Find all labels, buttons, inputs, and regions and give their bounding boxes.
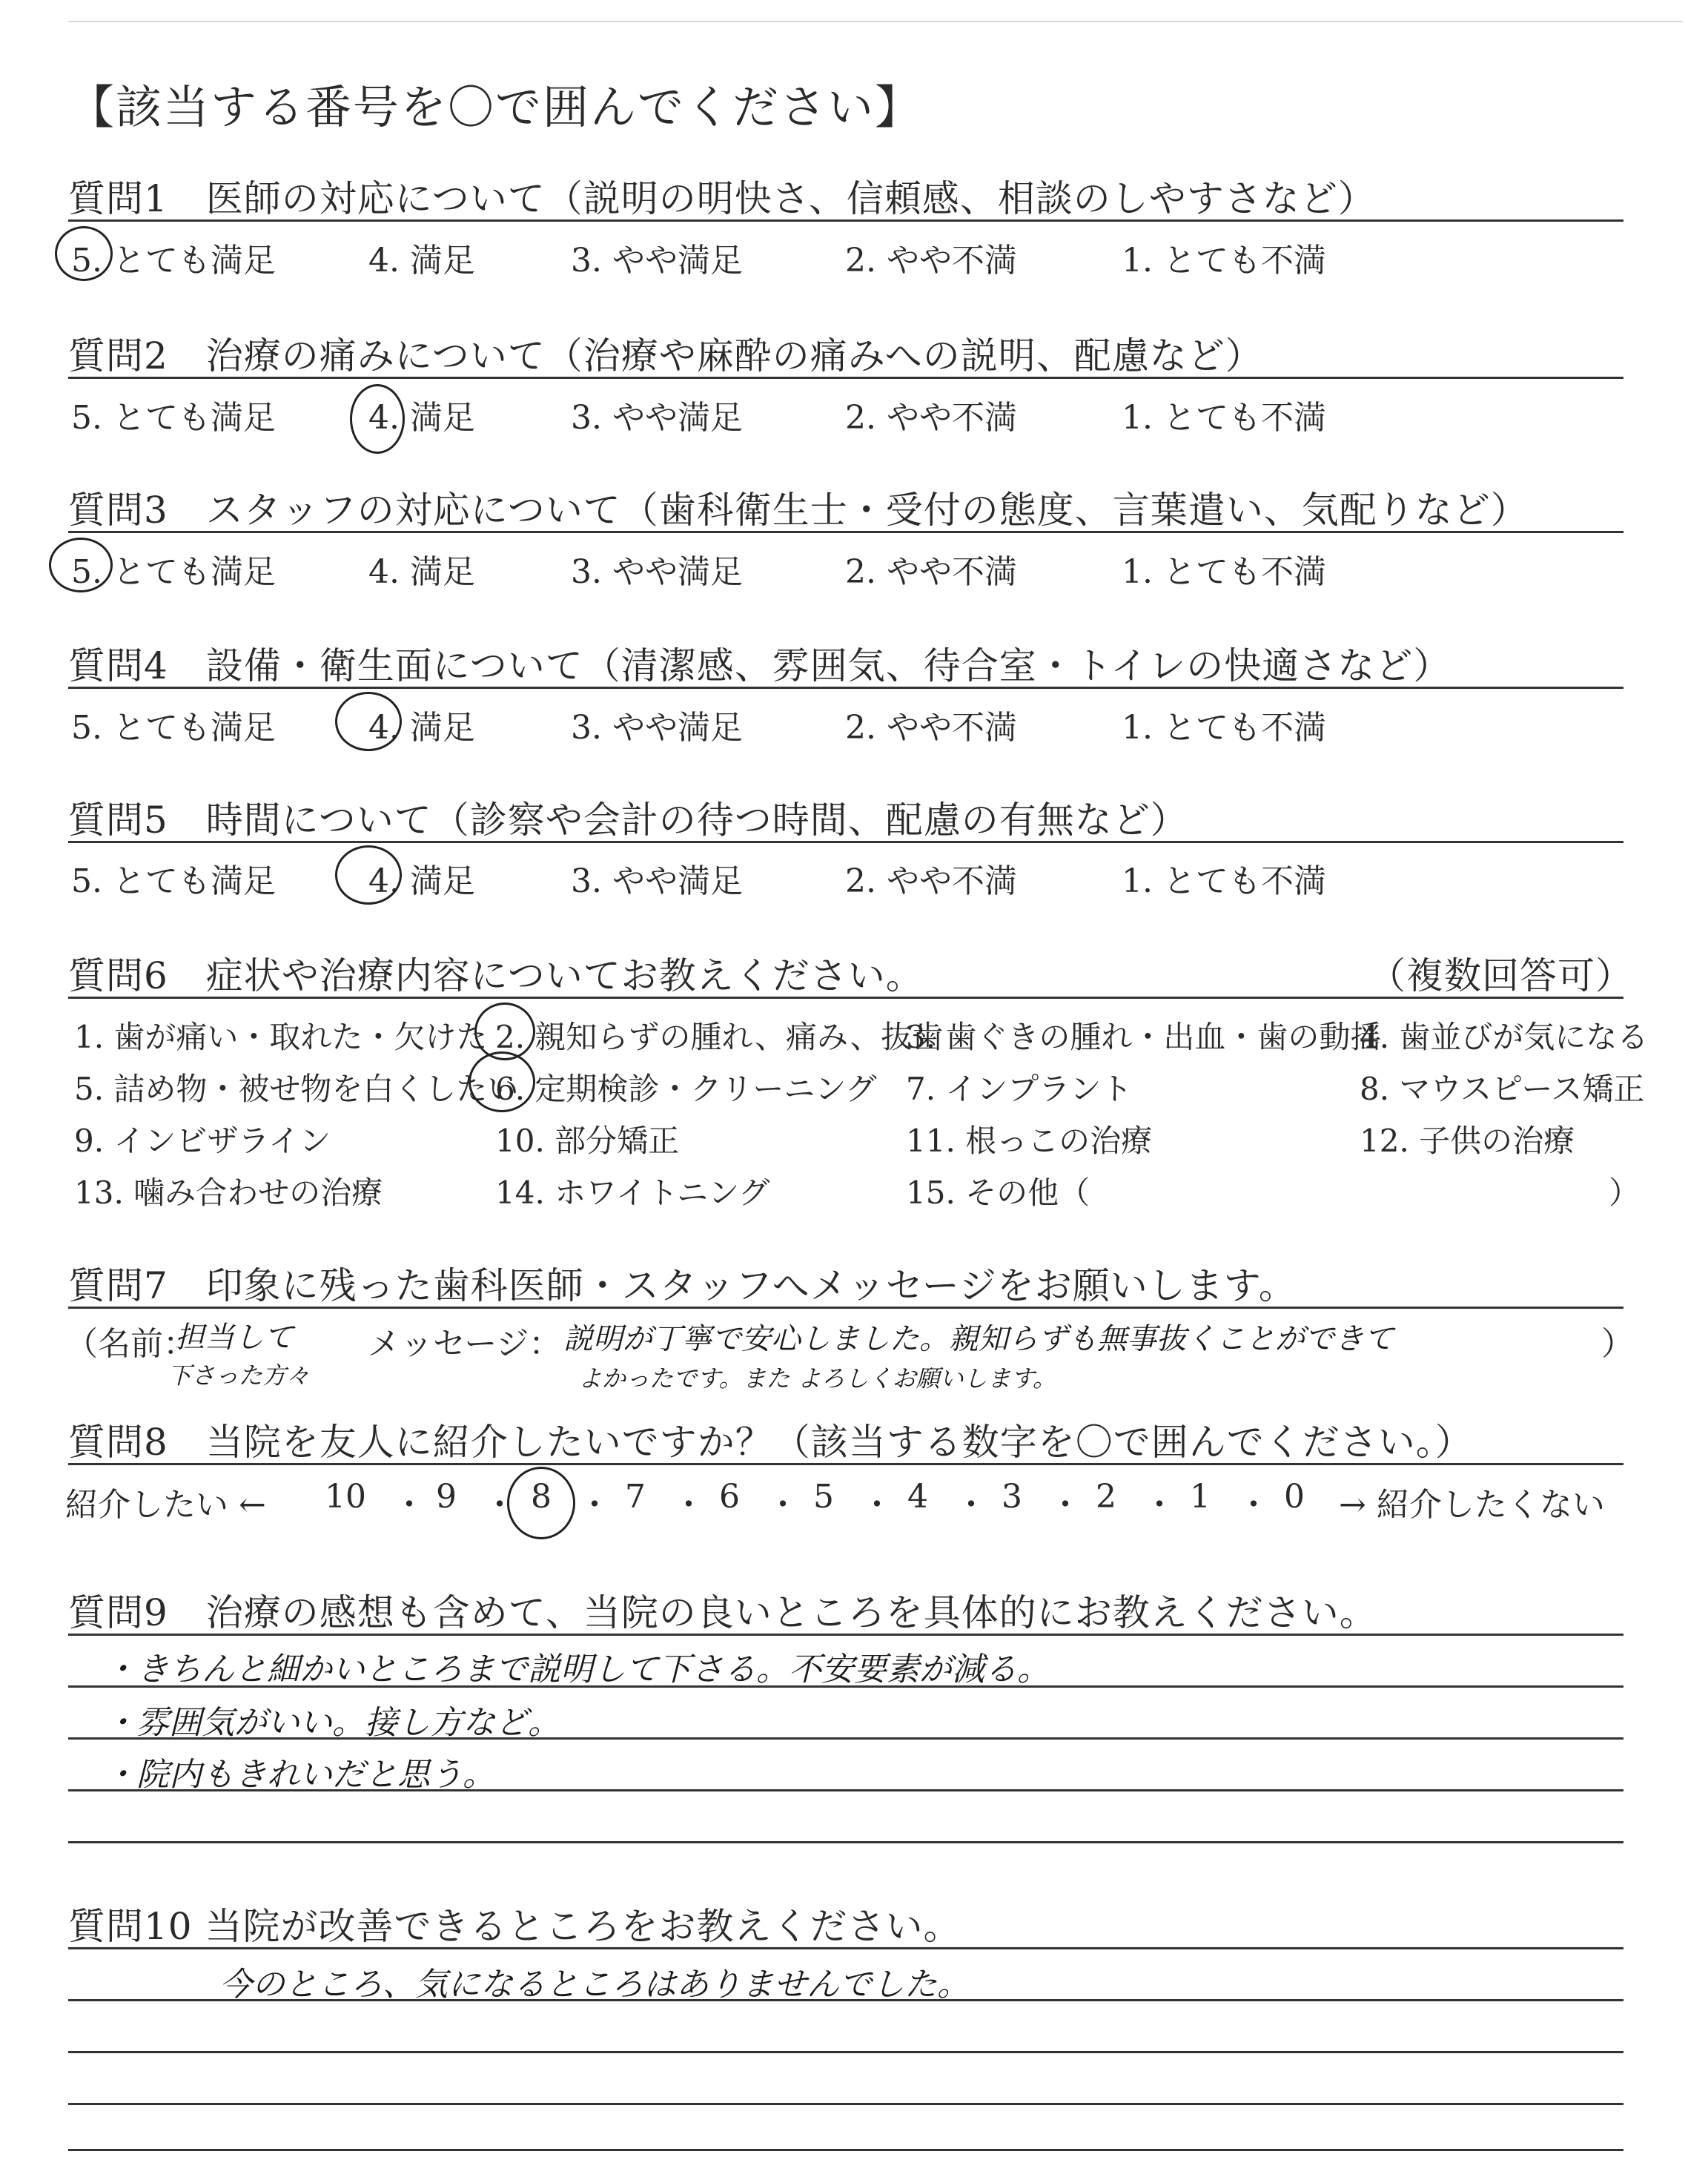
- q8-dot: ・: [672, 1486, 705, 1524]
- q9-label: 質問9 治療の感想も含めて、当院の良いところを具体的にお教えください。: [68, 1591, 1377, 1634]
- q8-number-7[interactable]: 7: [625, 1478, 646, 1516]
- q2-selection-circle: [350, 384, 405, 454]
- q8-dot: ・: [1237, 1486, 1270, 1524]
- q6-option-8[interactable]: 8. マウスピース矯正: [1360, 1071, 1645, 1107]
- q5-option-1[interactable]: 1. とても不満: [1122, 862, 1326, 900]
- q7-message-line2: よかったです。また よろしくお願いします。: [578, 1364, 1057, 1393]
- q10-rule-5: [68, 2149, 1623, 2151]
- q7-name-line2: 下さった方々: [168, 1361, 311, 1390]
- q8-number-1[interactable]: 1: [1190, 1478, 1211, 1516]
- q4-option-4[interactable]: 4. 満足: [368, 709, 475, 747]
- q6-option-9[interactable]: 9. インビザライン: [74, 1123, 331, 1159]
- q8-dot: ・: [483, 1486, 516, 1524]
- q6-option-13[interactable]: 13. 噛み合わせの治療: [74, 1175, 383, 1211]
- q8-dot: ・: [1049, 1486, 1082, 1524]
- q10-rule-4: [68, 2103, 1623, 2105]
- q5-option-4[interactable]: 4. 満足: [368, 862, 475, 900]
- q6-option-4[interactable]: 4. 歯並びが気になる: [1360, 1019, 1649, 1055]
- q5-rule: [68, 841, 1623, 843]
- q8-dot: ・: [861, 1486, 893, 1524]
- q3-selection-circle: [49, 538, 113, 592]
- q3-rule: [68, 531, 1623, 533]
- q8-right-label: → 紹介したくない: [1339, 1486, 1605, 1524]
- q9-answer-3: ・院内もきれいだと思う。: [104, 1756, 495, 1794]
- q8-left-label: 紹介したい ←: [65, 1486, 266, 1524]
- form-title: 【該当する番号を〇で囲んでください】: [68, 80, 923, 134]
- q8-selection-circle: [507, 1467, 575, 1539]
- q3-option-1[interactable]: 1. とても不満: [1122, 553, 1326, 591]
- q6-option-7[interactable]: 7. インプラント: [906, 1071, 1133, 1107]
- q8-number-5[interactable]: 5: [813, 1478, 834, 1516]
- q1-option-1[interactable]: 1. とても不満: [1122, 242, 1326, 280]
- q5-option-3[interactable]: 3. やや満足: [571, 862, 743, 900]
- q9-rule-1: [68, 1634, 1623, 1636]
- q1-option-4[interactable]: 4. 満足: [368, 242, 475, 280]
- q4-selection-circle: [335, 692, 402, 751]
- q8-number-8[interactable]: 8: [531, 1478, 552, 1516]
- q1-rule: [68, 219, 1623, 222]
- q2-option-5[interactable]: 5. とても満足: [71, 399, 276, 437]
- q7-message-line1: 説明が丁寧で安心しました。親知らずも無事抜くことができて: [563, 1322, 1394, 1356]
- q6-option-10[interactable]: 10. 部分矯正: [495, 1123, 680, 1159]
- q7-close-paren: ）: [1601, 1325, 1634, 1363]
- q6-other-close: ）: [1609, 1175, 1641, 1211]
- q9-answer-2: ・雰囲気がいい。接し方など。: [104, 1704, 560, 1742]
- q3-label: 質問3 スタッフの対応について（歯科衛生士・受付の態度、言葉遣い、気配りなど）: [68, 489, 1529, 532]
- q2-label: 質問2 治療の痛みについて（治療や麻酔の痛みへの説明、配慮など）: [68, 334, 1263, 377]
- q7-name-label: （名前：: [65, 1325, 196, 1363]
- q6-note: （複数回答可）: [1368, 954, 1633, 997]
- q6-option-6[interactable]: 6. 定期検診・クリーニング: [495, 1071, 877, 1107]
- q5-option-2[interactable]: 2. やや不満: [845, 862, 1017, 900]
- q8-number-6[interactable]: 6: [719, 1478, 740, 1516]
- q6-label: 質問6 症状や治療内容についてお教えください。: [68, 954, 924, 997]
- q8-dot: ・: [1143, 1486, 1176, 1524]
- q8-number-9[interactable]: 9: [436, 1478, 457, 1516]
- q3-option-3[interactable]: 3. やや満足: [571, 553, 743, 591]
- q3-option-4[interactable]: 4. 満足: [368, 553, 475, 591]
- q6-option-11[interactable]: 11. 根っこの治療: [906, 1123, 1153, 1159]
- q8-dot: ・: [578, 1486, 611, 1524]
- q8-number-3[interactable]: 3: [1002, 1478, 1022, 1516]
- q6-option-14[interactable]: 14. ホワイトニング: [495, 1175, 770, 1211]
- q10-rule-1: [68, 1947, 1623, 1949]
- q2-option-4[interactable]: 4. 満足: [368, 399, 475, 437]
- q6-option-3[interactable]: 3. 歯ぐきの腫れ・出血・歯の動揺: [906, 1019, 1382, 1055]
- q4-option-5[interactable]: 5. とても満足: [71, 709, 276, 747]
- q6-option-15[interactable]: 15. その他（: [906, 1175, 1090, 1211]
- q4-option-2[interactable]: 2. やや不満: [845, 709, 1017, 747]
- q3-option-2[interactable]: 2. やや不満: [845, 553, 1017, 591]
- top-border: [68, 21, 1683, 22]
- q3-option-5[interactable]: 5. とても満足: [71, 553, 276, 591]
- q8-label: 質問8 当院を友人に紹介したいですか？（該当する数字を〇で囲んでください。）: [68, 1421, 1473, 1464]
- q8-dot: ・: [767, 1486, 799, 1524]
- q5-selection-circle: [335, 845, 402, 905]
- q6-option-5[interactable]: 5. 詰め物・被せ物を白くしたい: [74, 1071, 519, 1107]
- q9-answer-1: ・きちんと細かいところまで説明して下さる。不安要素が減る。: [104, 1651, 1050, 1688]
- q6-rule: [68, 997, 1623, 999]
- q10-label: 質問10 当院が改善できるところをお教えください。: [68, 1905, 961, 1948]
- q7-label: 質問7 印象に残った歯科医師・スタッフへメッセージをお願いします。: [68, 1264, 1297, 1307]
- q10-answer: 今のところ、気になるところはありませんでした。: [219, 1966, 970, 2004]
- q8-dot: ・: [393, 1486, 426, 1524]
- q8-dot: ・: [955, 1486, 987, 1524]
- q7-name-line1: 担当して: [175, 1321, 294, 1355]
- q6-selection-circle-6: [469, 1051, 535, 1112]
- q2-option-1[interactable]: 1. とても不満: [1122, 399, 1326, 437]
- q4-option-1[interactable]: 1. とても不満: [1122, 709, 1326, 747]
- q8-number-10[interactable]: 10: [325, 1478, 366, 1516]
- q1-option-5[interactable]: 5. とても満足: [71, 242, 276, 280]
- q2-option-3[interactable]: 3. やや満足: [571, 399, 743, 437]
- q1-selection-circle: [55, 226, 113, 281]
- q1-label: 質問1 医師の対応について（説明の明快さ、信頼感、相談のしやすさなど）: [68, 177, 1376, 220]
- q8-number-2[interactable]: 2: [1096, 1478, 1116, 1516]
- q8-rule: [68, 1463, 1623, 1465]
- q2-rule: [68, 377, 1623, 379]
- q6-option-1[interactable]: 1. 歯が痛い・取れた・欠けた: [74, 1019, 488, 1055]
- q7-message-label: メッセージ：: [368, 1325, 562, 1363]
- q4-option-3[interactable]: 3. やや満足: [571, 709, 743, 747]
- q10-rule-3: [68, 2051, 1623, 2053]
- q9-rule-5: [68, 1841, 1623, 1843]
- q1-option-3[interactable]: 3. やや満足: [571, 242, 743, 280]
- q4-rule: [68, 687, 1623, 689]
- q5-label: 質問5 時間について（診察や会計の待つ時間、配慮の有無など）: [68, 799, 1188, 842]
- q7-rule: [68, 1307, 1623, 1309]
- q1-option-2[interactable]: 2. やや不満: [845, 242, 1017, 280]
- q6-option-2[interactable]: 2. 親知らずの腫れ、痛み、抜歯: [495, 1019, 944, 1055]
- q5-option-5[interactable]: 5. とても満足: [71, 862, 276, 900]
- q8-number-0[interactable]: 0: [1284, 1478, 1305, 1516]
- q8-number-4[interactable]: 4: [907, 1478, 928, 1516]
- q4-label: 質問4 設備・衛生面について（清潔感、雰囲気、待合室・トイレの快適さなど）: [68, 644, 1452, 687]
- q6-option-12[interactable]: 12. 子供の治療: [1360, 1123, 1575, 1159]
- q2-option-2[interactable]: 2. やや不満: [845, 399, 1017, 437]
